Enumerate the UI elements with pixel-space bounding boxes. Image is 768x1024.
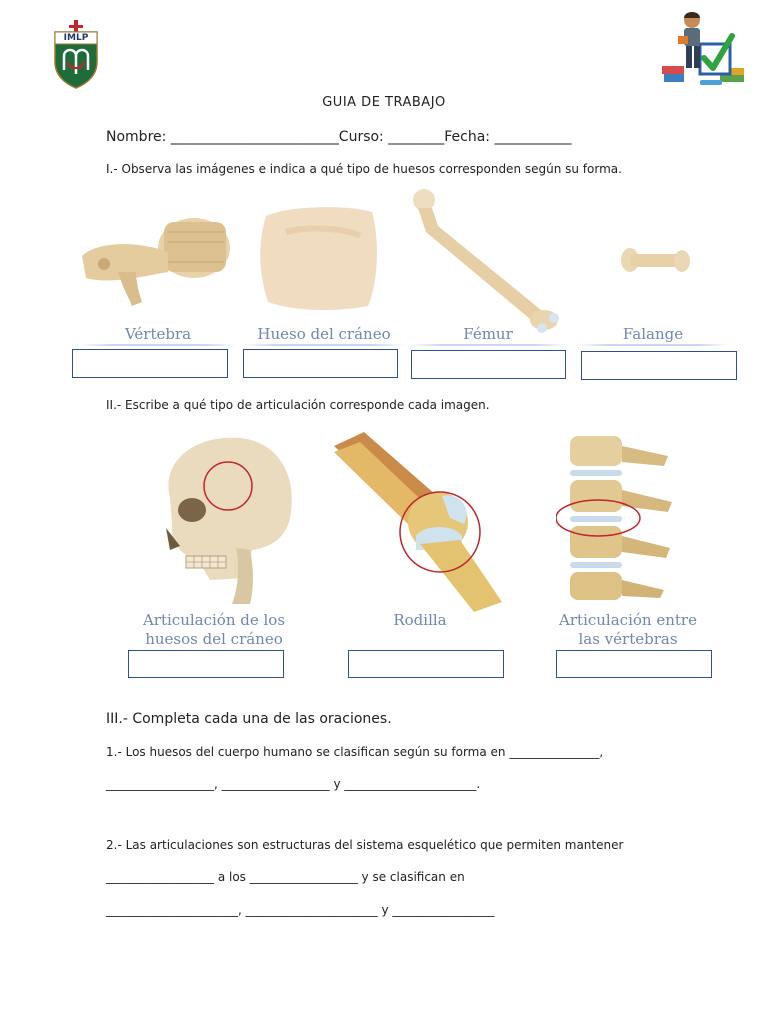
spine-image xyxy=(556,432,686,602)
question2-line3: ______________________, ______________________ y _________________ xyxy=(106,903,495,917)
cranial-bone-image xyxy=(256,202,380,312)
question1-line1: 1.- Los huesos del cuerpo humano se clasifican según su forma en _______________, xyxy=(106,745,604,759)
page-title: GUIA DE TRABAJO xyxy=(322,95,446,110)
caption-knee-line1: Rodilla xyxy=(393,611,447,629)
section1-instruction: I.- Observa las imágenes e indica a qué tipo de huesos corresponden según su forma. xyxy=(106,162,622,176)
answer-box-vertebra[interactable] xyxy=(72,349,228,378)
section3-heading: III.- Completa cada una de las oraciones. xyxy=(106,711,392,727)
skull-image xyxy=(140,428,300,604)
logo-text: IMLP xyxy=(63,33,89,43)
knee-image xyxy=(334,432,504,612)
caption-knee xyxy=(340,611,500,630)
caption-divider xyxy=(578,344,728,346)
answer-box-vertebral-joint[interactable] xyxy=(556,650,712,678)
question2-line2: __________________ a los __________________ y se clasifican en xyxy=(106,870,465,884)
caption-cranial-joint xyxy=(128,611,300,649)
phalanx-image xyxy=(620,244,692,278)
answer-box-cranial-bone[interactable] xyxy=(243,349,398,378)
vertebra-image xyxy=(76,212,232,308)
caption-divider xyxy=(244,344,404,346)
caption-vertebral-joint-line2: las vértebras xyxy=(578,630,678,648)
caption-vertebral-joint xyxy=(550,611,706,649)
question1-line2: __________________, __________________ y ______________________. xyxy=(106,777,481,791)
caption-divider xyxy=(410,344,566,346)
caption-divider xyxy=(80,344,236,346)
caption-vertebra: Vértebra xyxy=(124,325,192,343)
answer-box-knee[interactable] xyxy=(348,650,504,678)
caption-vertebral-joint-line1: Articulación entre xyxy=(559,611,697,629)
answer-box-femur[interactable] xyxy=(411,350,566,379)
caption-femur: Fémur xyxy=(463,325,513,343)
school-logo xyxy=(52,18,100,90)
answer-box-phalanx[interactable] xyxy=(581,351,737,380)
caption-cranial-bone: Hueso del cráneo xyxy=(257,325,391,343)
femur-image xyxy=(404,186,564,336)
answer-box-cranial-joint[interactable] xyxy=(128,650,284,678)
caption-cranial-joint-line2: huesos del cráneo xyxy=(145,630,283,648)
caption-phalanx: Falange xyxy=(622,325,684,343)
student-check-illustration xyxy=(660,6,746,92)
student-fields-line: Nombre: ________________________Curso: ________Fecha: ___________ xyxy=(106,129,572,145)
question2-line1: 2.- Las articulaciones son estructuras del sistema esquelético que permiten mantener xyxy=(106,838,624,852)
caption-cranial-joint-line1: Articulación de los xyxy=(142,611,286,629)
section2-instruction: II.- Escribe a qué tipo de articulación corresponde cada imagen. xyxy=(106,398,490,412)
